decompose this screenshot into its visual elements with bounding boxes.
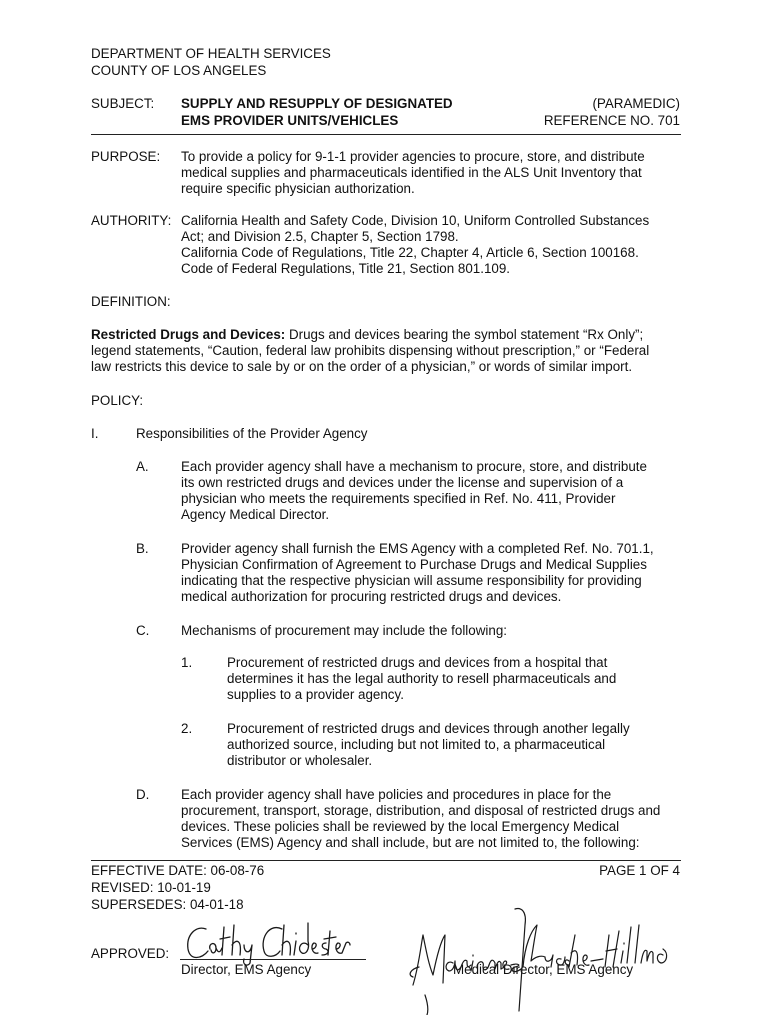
subitem-marker: 2. [181,721,193,736]
approved-label: APPROVED: [91,946,170,961]
purpose-line: medical supplies and pharmaceuticals identified in the ALS Unit Inventory that [181,165,642,180]
subitem-text [227,721,630,769]
subitem-text [227,655,616,703]
subitem-line: Procurement of restricted drugs and devices from a hospital that [227,655,608,670]
item-line: its own restricted drugs and devices under the license and supervision of a [181,475,624,490]
definition-label: DEFINITION: [91,294,171,309]
item-line: Agency Medical Director. [181,507,330,522]
authority-label: AUTHORITY: [91,213,172,228]
authority-line: Act; and Division 2.5, Chapter 5, Section 1798. [181,229,459,244]
item-line: medical authorization for procuring restricted drugs and devices. [181,589,562,604]
item-line: Physician Confirmation of Agreement to Purchase Drugs and Medical Supplies [181,557,647,572]
effective-date: EFFECTIVE DATE: 06-08-76 [91,863,265,878]
authority-line: California Health and Safety Code, Division 10, Uniform Controlled Substances [181,213,650,228]
director-signature [178,915,353,967]
header-rule [91,134,681,135]
supersedes-date: SUPERSEDES: 04-01-18 [91,897,244,912]
item-text [181,541,654,605]
medical-director-title: Medical Director, EMS Agency [453,962,634,977]
item-line: Provider agency shall furnish the EMS Agency with a completed Ref. No. 701.1, [181,541,654,556]
purpose-line: To provide a policy for 9-1-1 provider agencies to procure, store, and distribute [181,149,645,164]
item-line: procurement, transport, storage, distribution, and disposal of restricted drugs and [181,803,661,818]
document-type: (PARAMEDIC) [592,96,680,111]
definition-term: Restricted Drugs and Devices: [91,327,286,342]
subject-title-line1: SUPPLY AND RESUPPLY OF DESIGNATED [181,96,453,111]
subitem-line: supplies to a provider agency. [227,687,404,702]
definition-line [91,327,649,343]
item-marker: D. [136,787,150,802]
medical-director-signature [405,905,695,1015]
definition-line: law restricts this device to sale by or on the order of a physician,” or words of similar import. [91,359,633,374]
subject-title-line2: EMS PROVIDER UNITS/VEHICLES [181,113,399,128]
definition-line1-rest: Drugs and devices bearing the symbol statement “Rx Only”; [285,327,644,342]
section-title: Responsibilities of the Provider Agency [136,426,368,441]
purpose-line: require specific physician authorization. [181,181,415,196]
item-marker: A. [136,459,149,474]
subitem-marker: 1. [181,655,193,670]
item-line: physician who meets the requirements specified in Ref. No. 411, Provider [181,491,616,506]
item-marker: C. [136,623,150,638]
authority-line: California Code of Regulations, Title 22, Chapter 4, Article 6, Section 100168. [181,245,639,260]
authority-text [181,213,649,277]
county-name: COUNTY OF LOS ANGELES [91,63,267,78]
item-marker: B. [136,541,149,556]
footer-rule [91,860,681,861]
definition-line: legend statements, “Caution, federal law prohibits dispensing without prescription,” or “Federal [91,343,650,358]
page-number: PAGE 1 OF 4 [599,863,680,878]
subitem-line: Procurement of restricted drugs and devices through another legally [227,721,630,736]
item-line: Each provider agency shall have policies and procedures in place for the [181,787,612,802]
reference-number: REFERENCE NO. 701 [543,113,680,128]
section-number: I. [91,426,99,441]
authority-line: Code of Federal Regulations, Title 21, Section 801.109. [181,261,511,276]
subitem-line: distributor or wholesaler. [227,753,373,768]
policy-label: POLICY: [91,393,144,408]
purpose-text [181,149,645,197]
department-name: DEPARTMENT OF HEALTH SERVICES [91,46,331,61]
item-line: devices. These policies shall be reviewed by the local Emergency Medical [181,819,620,834]
definition-text [91,327,649,375]
director-title: Director, EMS Agency [181,962,312,977]
purpose-label: PURPOSE: [91,149,161,164]
item-text [181,787,660,851]
item-text [181,459,647,523]
item-line: indicating that the respective physician will assume responsibility for providing [181,573,642,588]
subject-label: SUBJECT: [91,96,155,111]
subitem-line: determines it has the legal authority to resell pharmaceuticals and [227,671,617,686]
item-line: Mechanisms of procurement may include the following: [181,623,507,638]
subitem-line: authorized source, including but not limited to, a pharmaceutical [227,737,606,752]
item-line: Each provider agency shall have a mechanism to procure, store, and distribute [181,459,647,474]
item-line: Services (EMS) Agency and shall include, but are not limited to, the following: [181,835,640,850]
revised-date: REVISED: 10-01-19 [91,880,211,895]
